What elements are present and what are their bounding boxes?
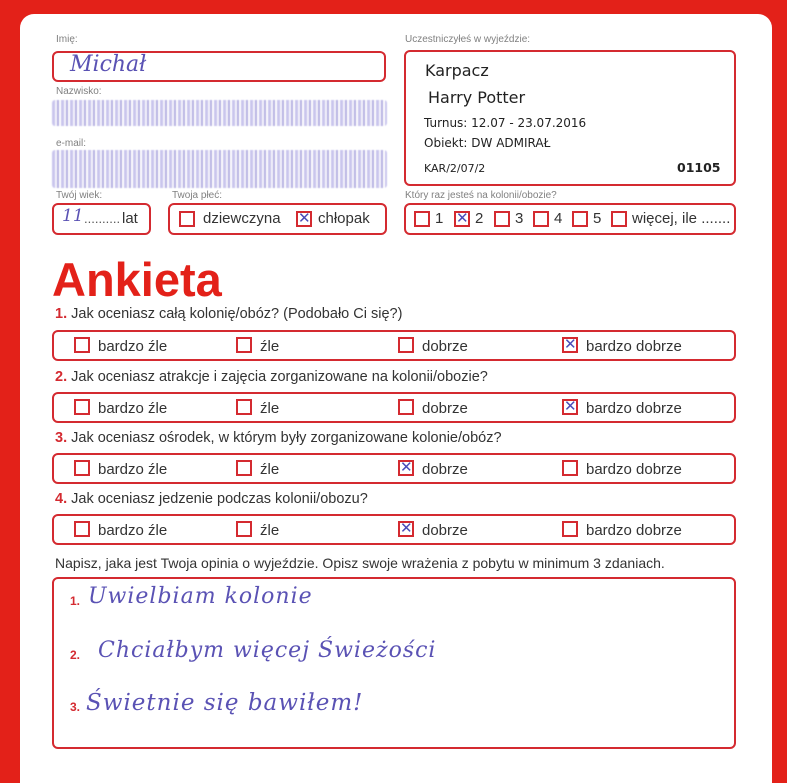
q2-good-label: dobrze	[422, 400, 468, 417]
q4-bad-checkbox[interactable]	[236, 521, 252, 537]
q1-bad-checkbox[interactable]	[236, 337, 252, 353]
age-value: 11	[62, 206, 84, 226]
q4-bad-label: źle	[260, 522, 280, 539]
q1-good-checkbox[interactable]	[398, 337, 414, 353]
q2-very-good-label: bardzo dobrze	[586, 400, 682, 417]
opinion-line-3: Świetnie się bawiłem!	[86, 690, 364, 716]
question-2-number: 2.	[55, 369, 68, 385]
question-4-text: Jak oceniasz jedzenie podczas kolonii/obozu?	[71, 491, 368, 507]
last-name-redacted	[52, 100, 387, 126]
last-name-label: Nazwisko:	[56, 86, 102, 97]
times-4-checkbox[interactable]	[533, 211, 549, 227]
q4-very-good-checkbox[interactable]	[562, 521, 578, 537]
q4-good-label: dobrze	[422, 522, 468, 539]
q3-very-good-label: bardzo dobrze	[586, 461, 682, 478]
opinion-line-1: Uwielbiam kolonie	[88, 584, 313, 609]
age-label: Twój wiek:	[56, 190, 103, 201]
q3-very-good-checkbox[interactable]	[562, 460, 578, 476]
question-1-text: Jak oceniasz całą kolonię/obóz? (Podobało Ci się?)	[71, 306, 403, 322]
question-3-number: 3.	[55, 430, 68, 446]
question-1-number: 1.	[55, 306, 68, 322]
question-3-text: Jak oceniasz ośrodek, w którym były zorganizowane kolonie/obóz?	[71, 430, 502, 446]
opinion-line-1-number: 1.	[70, 594, 81, 608]
times-2-checkbox[interactable]	[454, 211, 470, 227]
times-more-label: więcej, ile .......	[632, 210, 731, 227]
q3-good-label: dobrze	[422, 461, 468, 478]
times-more-checkbox[interactable]	[611, 211, 627, 227]
times-5-label: 5	[593, 210, 602, 227]
opinion-line-2-number: 2.	[70, 648, 81, 662]
trip-program: Harry Potter	[428, 88, 526, 107]
times-label: Który raz jesteś na kolonii/obozie?	[405, 190, 557, 201]
q1-good-label: dobrze	[422, 338, 468, 355]
gender-boy-label: chłopak	[318, 210, 370, 227]
question-2-text: Jak oceniasz atrakcje i zajęcia zorganizowane na kolonii/obozie?	[71, 369, 488, 385]
times-3-checkbox[interactable]	[494, 211, 510, 227]
q2-very-bad-label: bardzo źle	[98, 400, 168, 417]
q1-very-good-checkbox[interactable]	[562, 337, 578, 353]
trip-place: Karpacz	[425, 61, 489, 80]
q2-very-good-checkbox[interactable]	[562, 399, 578, 415]
gender-girl-checkbox[interactable]	[179, 211, 195, 227]
first-name-label: Imię:	[56, 34, 78, 45]
question-4	[55, 491, 368, 507]
q1-very-bad-label: bardzo źle	[98, 338, 168, 355]
times-5-checkbox[interactable]	[572, 211, 588, 227]
email-redacted	[52, 150, 387, 188]
times-3-label: 3	[515, 210, 524, 227]
gender-label: Twoja płeć:	[172, 190, 223, 201]
times-2-label: 2	[475, 210, 484, 227]
age-dots: ..........	[84, 211, 121, 226]
q2-bad-checkbox[interactable]	[236, 399, 252, 415]
q3-bad-checkbox[interactable]	[236, 460, 252, 476]
times-1-label: 1	[435, 210, 444, 227]
email-label: e-mail:	[56, 138, 87, 149]
trip-facility: Obiekt: DW ADMIRAŁ	[424, 136, 551, 150]
opinion-line-3-number: 3.	[70, 700, 81, 714]
q3-bad-label: źle	[260, 461, 280, 478]
age-unit: lat	[122, 210, 138, 227]
times-4-label: 4	[554, 210, 563, 227]
question-3	[55, 430, 502, 446]
q2-good-checkbox[interactable]	[398, 399, 414, 415]
q3-very-bad-checkbox[interactable]	[74, 460, 90, 476]
trip-label: Uczestniczyłeś w wyjeździe:	[405, 34, 531, 45]
question-4-number: 4.	[55, 491, 68, 507]
first-name-value: Michał	[70, 52, 147, 77]
trip-turnus: Turnus: 12.07 - 23.07.2016	[424, 116, 587, 130]
opinion-prompt: Napisz, jaka jest Twoja opinia o wyjeździe. Opisz swoje wrażenia z pobytu w minimum 3 zdaniach.	[55, 555, 665, 571]
q3-good-checkbox[interactable]	[398, 460, 414, 476]
q4-very-good-label: bardzo dobrze	[586, 522, 682, 539]
question-2	[55, 369, 488, 385]
survey-title: Ankieta	[52, 253, 222, 306]
question-1	[55, 306, 402, 322]
q2-bad-label: źle	[260, 400, 280, 417]
q4-good-checkbox[interactable]	[398, 521, 414, 537]
trip-number: 01105	[677, 160, 721, 175]
q4-very-bad-checkbox[interactable]	[74, 521, 90, 537]
q3-very-bad-label: bardzo źle	[98, 461, 168, 478]
q1-bad-label: źle	[260, 338, 280, 355]
gender-girl-label: dziewczyna	[203, 210, 281, 227]
q2-very-bad-checkbox[interactable]	[74, 399, 90, 415]
q4-very-bad-label: bardzo źle	[98, 522, 168, 539]
gender-boy-checkbox[interactable]	[296, 211, 312, 227]
q1-very-bad-checkbox[interactable]	[74, 337, 90, 353]
opinion-line-2: Chciałbym więcej Świeżości	[98, 638, 437, 663]
times-1-checkbox[interactable]	[414, 211, 430, 227]
q1-very-good-label: bardzo dobrze	[586, 338, 682, 355]
trip-code: KAR/2/07/2	[424, 162, 486, 175]
